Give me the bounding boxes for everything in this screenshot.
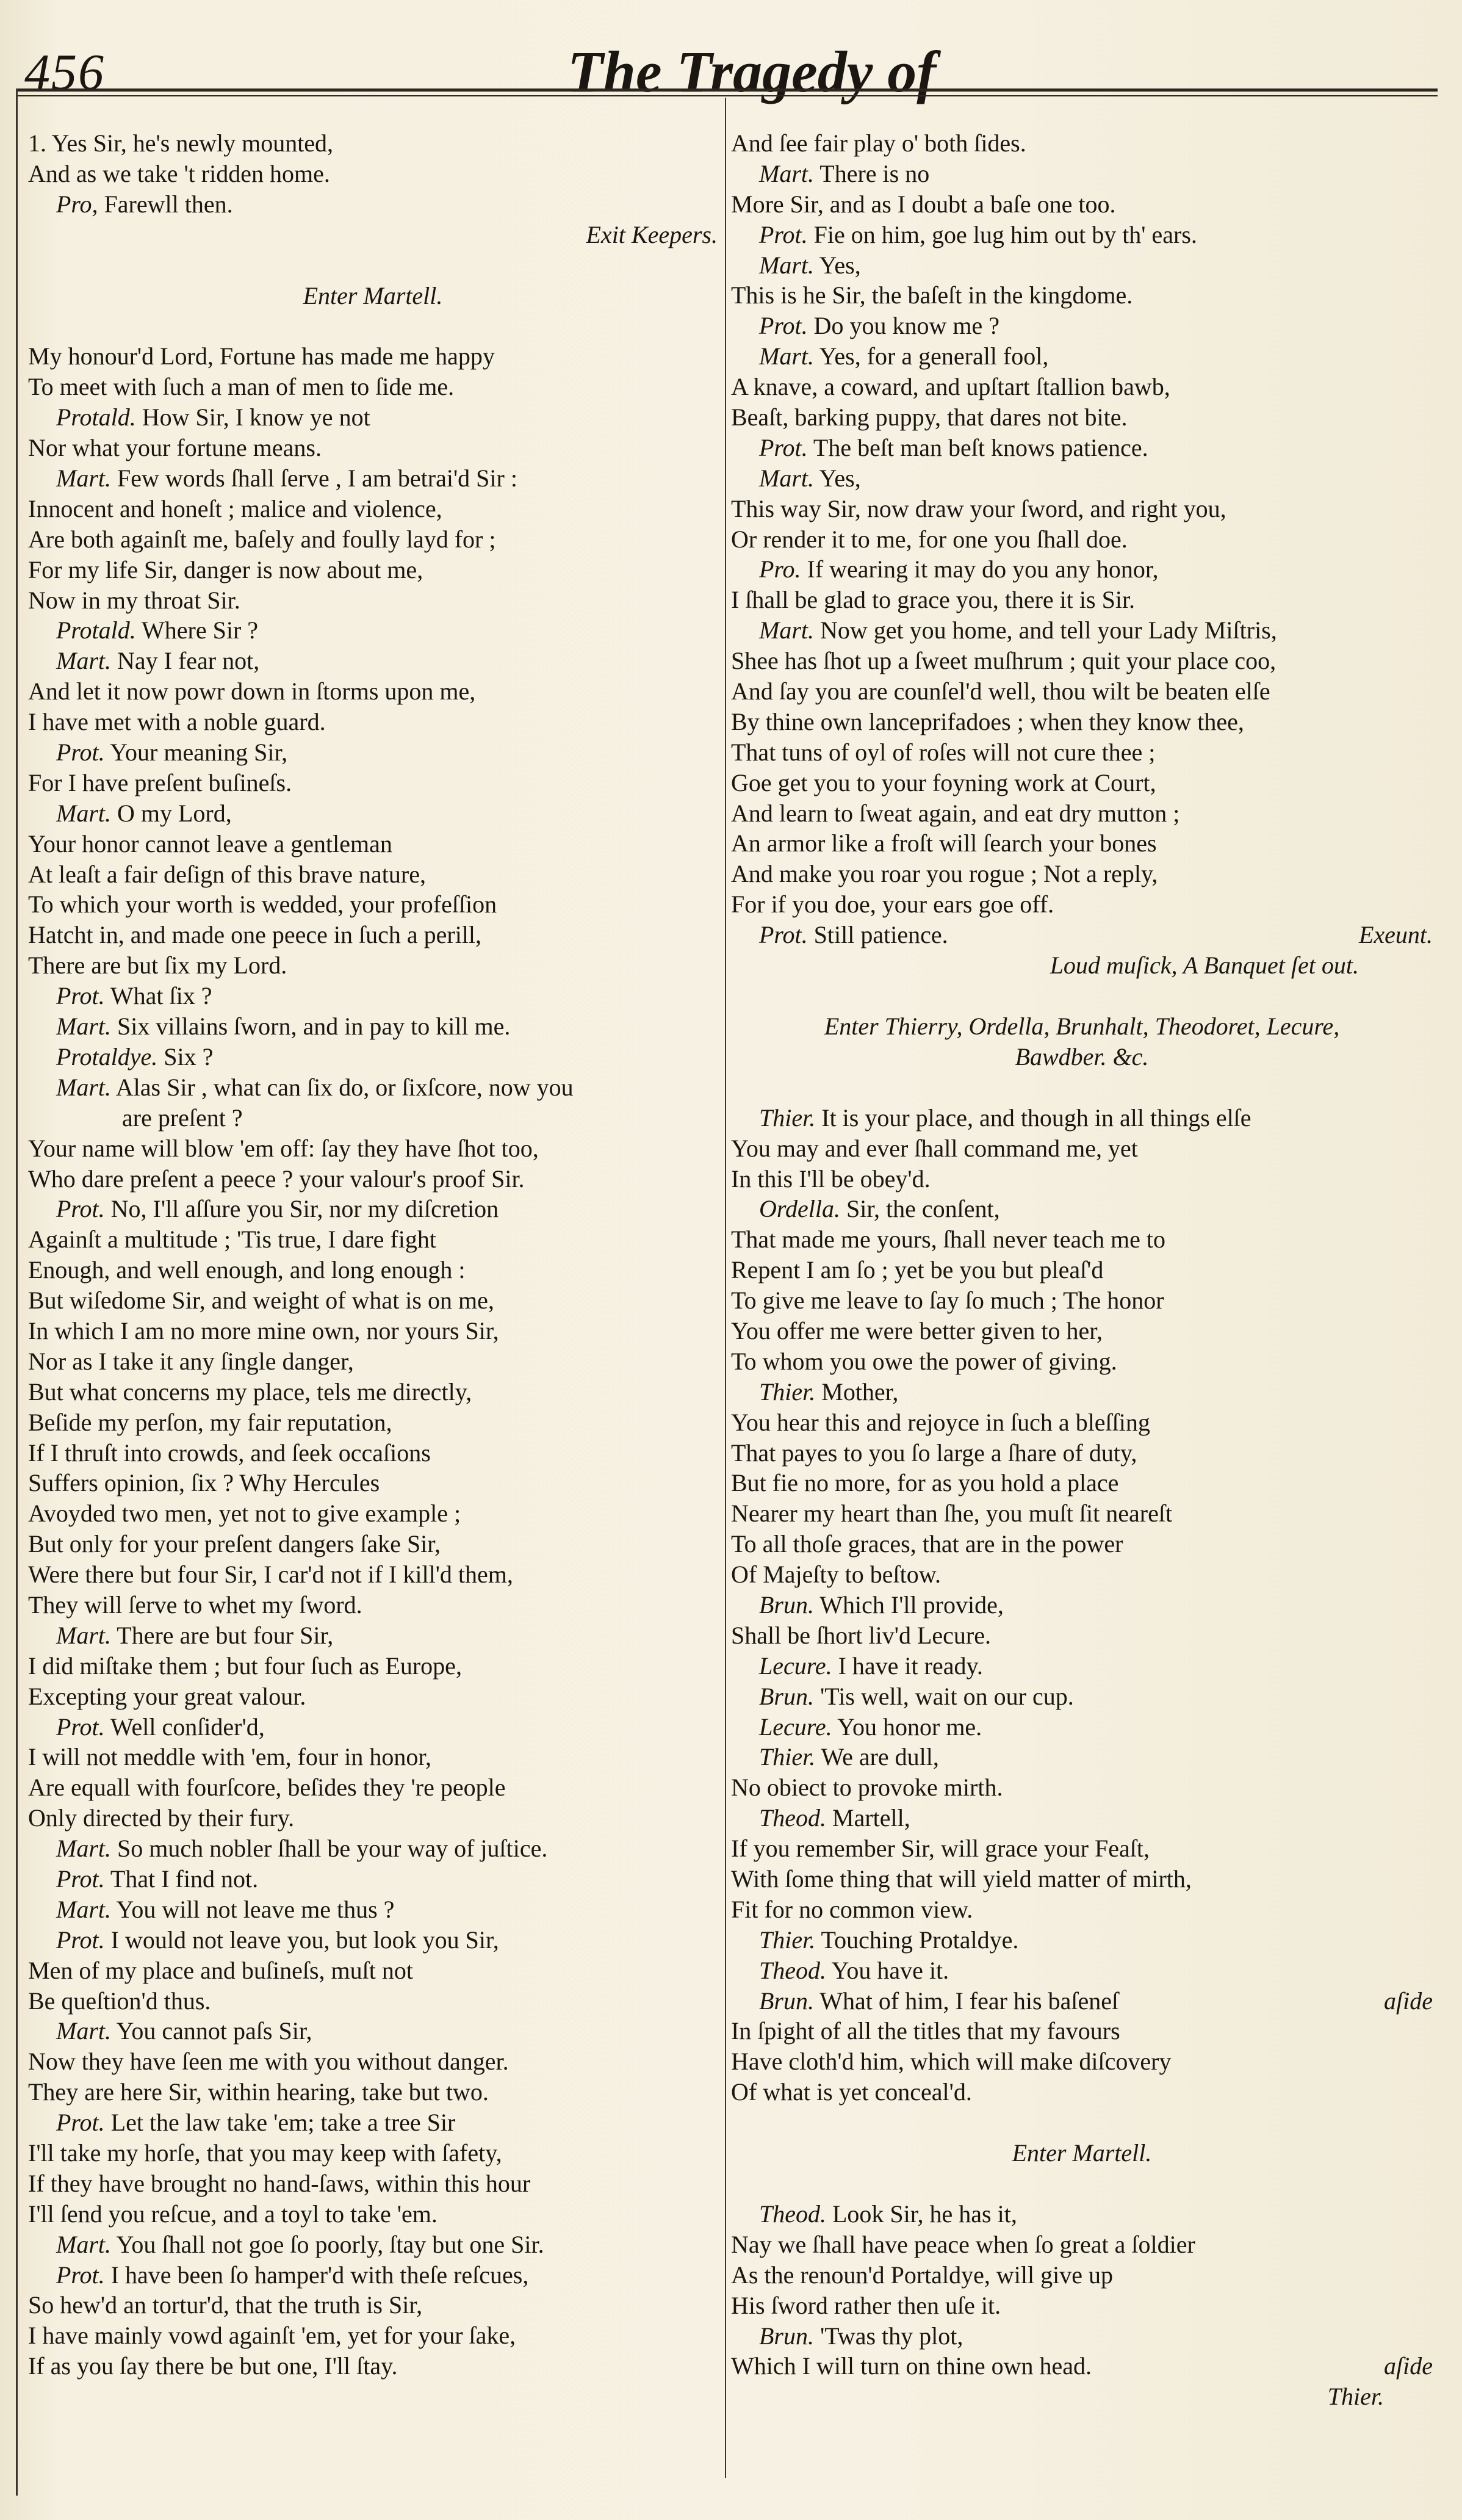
page-number: 456 <box>24 44 105 101</box>
speech-text: There is no <box>819 159 930 187</box>
left-margin-rule <box>16 88 18 2496</box>
verse-line: For if you doe, your ears goe off. <box>731 890 1054 919</box>
speaker-name: Thier. <box>759 1377 816 1406</box>
speech-line <box>731 920 1433 950</box>
speech-text: I have been ſo hamper'd with theſe reſcues, <box>110 2261 529 2289</box>
verse-line: If I thruſt into crowds, and ſeek occaſions <box>28 1439 431 1467</box>
speech-text: Martell, <box>832 1804 910 1832</box>
speech-text: Sir, the conſent, <box>846 1195 1000 1223</box>
speech-line <box>28 1833 718 1864</box>
speaker-name: Mart. <box>759 464 814 492</box>
verse-line: I will not meddle with 'em, four in honor, <box>28 1743 432 1771</box>
verse-line: Only directed by their fury. <box>28 1804 295 1832</box>
verse-line: And as we take 't ridden home. <box>28 159 330 187</box>
verse-line: In ſpight of all the titles that my favours <box>731 2017 1120 2045</box>
speech-text: 'Twas thy plot, <box>820 2322 963 2350</box>
speech-line <box>28 189 718 220</box>
speech-line <box>731 433 1433 463</box>
speaker-name: Brun. <box>759 2322 814 2350</box>
spacer <box>731 2168 1433 2199</box>
speech-line <box>28 1620 718 1651</box>
speaker-name: Mart. <box>56 1895 111 1923</box>
verse-line: This way Sir, now draw your ſword, and right you, <box>731 494 1226 522</box>
verse-line: Now in my throat Sir. <box>28 586 240 614</box>
verse-line: No obiect to provoke mirth. <box>731 1774 1003 1802</box>
speech-line <box>28 1864 718 1894</box>
speech-text: I have it ready. <box>838 1652 983 1680</box>
verse-line: Who dare preſent a peece ? your valour's proof Sir. <box>28 1164 525 1193</box>
verse-line: Of what is yet conceal'd. <box>731 2078 972 2106</box>
verse-line: Innocent and honeſt ; malice and violence, <box>28 494 442 522</box>
speech-line <box>731 2199 1433 2229</box>
speech-line <box>28 1894 718 1925</box>
speech-text: Well conſider'd, <box>110 1713 265 1741</box>
running-title: The Tragedy of <box>567 39 937 104</box>
speaker-name: Mart. <box>56 2017 111 2045</box>
aside-direction: aſide <box>1384 2352 1433 2380</box>
verse-line: And ſee fair play o' both ſides. <box>731 129 1026 157</box>
verse-line: Are both againſt me, baſely and foully layd for ; <box>28 525 496 553</box>
speech-text: Touching Protaldye. <box>821 1926 1019 1954</box>
page-header <box>0 24 1462 104</box>
verse-line: And learn to ſweat again, and eat dry mutton ; <box>731 799 1180 827</box>
verse-line: Now they have ſeen me with you without danger. <box>28 2048 509 2076</box>
speaker-name: Mart. <box>56 1621 111 1649</box>
verse-line: Shall be ſhort liv'd Lecure. <box>731 1621 991 1649</box>
speech-line <box>731 1194 1433 1224</box>
verse-line: More Sir, and as I doubt a baſe one too. <box>731 190 1116 218</box>
verse-line: 1. Yes Sir, he's newly mounted, <box>28 129 334 157</box>
speaker-name: Protald. <box>56 403 136 431</box>
stage-direction: Enter Martell. <box>303 281 443 309</box>
verse-line: Repent I am ſo ; yet be you but pleaſ'd <box>731 1256 1104 1284</box>
speech-line <box>731 1986 1433 2016</box>
speaker-name: Lecure. <box>759 1713 832 1741</box>
speaker-name: Protald. <box>56 616 136 644</box>
verse-line: But what concerns my place, tels me directly, <box>28 1377 472 1406</box>
speaker-name: Pro, <box>56 190 98 218</box>
speech-text: How Sir, I know ye not <box>142 403 370 431</box>
speech-line <box>731 1590 1433 1620</box>
verse-line: You may and ever ſhall command me, yet <box>731 1134 1138 1162</box>
speaker-name: Prot. <box>56 982 105 1010</box>
speech-line <box>731 1803 1433 1833</box>
speech-text: What ſix ? <box>110 982 212 1010</box>
speaker-name: Mart. <box>56 464 111 493</box>
verse-line: An armor like a froſt will ſearch your bones <box>731 829 1157 857</box>
speech-line <box>28 981 718 1011</box>
speaker-name: Prot. <box>56 2109 105 2137</box>
speech-text: Yes, <box>819 464 861 492</box>
verse-line: I did miſtake them ; but four ſuch as Europe, <box>28 1652 462 1680</box>
speech-text: It is your place, and though in all things elſe <box>821 1103 1251 1132</box>
verse-line: They will ſerve to whet my ſword. <box>28 1590 362 1619</box>
speech-line <box>28 2229 718 2260</box>
speech-line <box>28 1042 718 1072</box>
speech-line <box>28 2260 718 2291</box>
speaker-name: Prot. <box>56 1713 105 1741</box>
speech-line <box>28 737 718 768</box>
header-rule <box>17 88 1438 92</box>
verse-line: I have mainly vowd againſt 'em, yet for your ſake, <box>28 2322 516 2350</box>
verse-line: By thine own lanceprifadoes ; when they know thee, <box>731 707 1244 735</box>
verse-line: But only for your preſent dangers ſake Sir, <box>28 1530 441 1558</box>
verse-line: Shee has ſhot up a ſweet muſhrum ; quit your place coo, <box>731 647 1277 675</box>
stage-direction: Thier. <box>1327 2383 1385 2411</box>
verse-line: For my life Sir, danger is now about me, <box>28 555 423 583</box>
speech-text: Let the law take 'em; take a tree Sir <box>110 2109 456 2137</box>
speaker-name: Theod. <box>759 2200 826 2228</box>
aside-direction: Exeunt. <box>1358 921 1433 949</box>
speech-text: Which I'll provide, <box>819 1590 1004 1619</box>
verse-line: I'll take my horſe, that you may keep with ſafety, <box>28 2139 502 2167</box>
speaker-name: Prot. <box>759 921 808 949</box>
verse-line: In this I'll be obey'd. <box>731 1164 931 1193</box>
speech-text: Do you know me ? <box>813 312 1000 340</box>
spacer <box>731 981 1433 1011</box>
speech-line <box>731 250 1433 281</box>
verse-line: But wiſedome Sir, and weight of what is on me, <box>28 1287 494 1315</box>
verse-line: Hatcht in, and made one peece in ſuch a perill, <box>28 921 482 949</box>
verse-line: There are but ſix my Lord. <box>28 951 287 980</box>
verse-line: Beſide my perſon, my fair reputation, <box>28 1408 392 1436</box>
speech-line <box>731 159 1433 189</box>
verse-line: A knave, a coward, and upſtart ſtallion bawb, <box>731 373 1170 401</box>
speech-line <box>731 1742 1433 1772</box>
speaker-name: Prot. <box>56 2261 105 2289</box>
verse-line: Againſt a multitude ; 'Tis true, I dare fight <box>28 1226 436 1254</box>
speech-text: Which I will turn on thine own head. <box>731 2352 1092 2380</box>
verse-line: For I have preſent buſineſs. <box>28 768 292 796</box>
speech-text: If wearing it may do you any honor, <box>807 555 1159 583</box>
verse-line: And make you roar you rogue ; Not a reply, <box>731 860 1158 888</box>
speech-text: Look Sir, he has it, <box>832 2200 1017 2228</box>
speech-text: 'Tis well, wait on our cup. <box>820 1682 1074 1710</box>
speech-text: Few words ſhall ſerve , I am betrai'd Sir : <box>117 464 517 493</box>
speech-text: We are dull, <box>821 1743 939 1771</box>
speech-text: Now get you home, and tell your Lady Miſtris, <box>820 616 1277 644</box>
verse-line: If they have brought no hand-ſaws, within this hour <box>28 2169 531 2197</box>
header-rule-thin <box>17 95 1438 96</box>
speech-line <box>731 2321 1433 2352</box>
speech-line <box>28 463 718 494</box>
speech-line <box>731 341 1433 372</box>
verse-line: And let it now powr down in ſtorms upon me, <box>28 677 476 706</box>
verse-line: Of Majeſty to beſtow. <box>731 1561 942 1589</box>
verse-line: If as you ſay there be but one, I'll ſtay. <box>28 2352 398 2380</box>
verse-line: This is he Sir, the baſeſt in the kingdome. <box>731 281 1133 309</box>
speaker-name: Thier. <box>759 1103 816 1132</box>
speech-text: Mother, <box>821 1377 899 1406</box>
verse-line: That made me yours, ſhall never teach me to <box>731 1226 1165 1254</box>
stage-direction: Bawdber. &c. <box>1015 1042 1149 1070</box>
speech-line <box>731 554 1433 585</box>
speech-text: Six villains ſworn, and in pay to kill me. <box>117 1013 511 1041</box>
speaker-name: Brun. <box>759 1590 814 1619</box>
verse-line: To give me leave to ſay ſo much ; The honor <box>731 1287 1164 1315</box>
speaker-name: Ordella. <box>759 1195 840 1223</box>
speaker-name: Mart. <box>56 1835 111 1863</box>
speaker-name: Theod. <box>759 1956 826 1984</box>
speech-text: I would not leave you, but look you Sir, <box>110 1926 499 1954</box>
verse-line: I have met with a noble guard. <box>28 708 326 736</box>
verse-line: Be queſtion'd thus. <box>28 1987 211 2015</box>
verse-line: Nor what your fortune means. <box>28 434 322 462</box>
verse-line: You hear this and rejoyce in ſuch a bleſſing <box>731 1408 1150 1436</box>
speech-text: Yes, for a generall fool, <box>819 342 1049 370</box>
speaker-name: Brun. <box>759 1682 814 1710</box>
speaker-name: Theod. <box>759 1804 826 1832</box>
speech-text: You ſhall not goe ſo poorly, ſtay but one Sir. <box>116 2230 544 2258</box>
speech-text: You will not leave me thus ? <box>116 1895 395 1923</box>
verse-line: I ſhall be glad to grace you, there it is Sir. <box>731 586 1136 614</box>
speaker-name: Prot. <box>759 433 808 461</box>
speech-text: Six ? <box>164 1042 214 1070</box>
speech-line <box>731 220 1433 250</box>
verse-line: Beaſt, barking puppy, that dares not bite. <box>731 403 1128 431</box>
speech-line <box>28 798 718 829</box>
speech-line <box>731 1712 1433 1742</box>
speech-text: Alas Sir , what can ſix do, or ſixſcore, now you <box>115 1073 574 1101</box>
verse-line: Nearer my heart than ſhe, you muſt ſit neareſt <box>731 1500 1173 1528</box>
speaker-name: Prot. <box>56 1195 105 1223</box>
speech-line <box>731 311 1433 341</box>
speech-line <box>731 1955 1433 1986</box>
speaker-name: Prot. <box>759 220 808 248</box>
verse-line: are preſent ? <box>122 1103 243 1132</box>
speech-line <box>28 1011 718 1042</box>
speech-text: Still patience. <box>813 921 948 949</box>
speaker-name: Mart. <box>759 251 814 279</box>
verse-line: My honour'd Lord, Fortune has made me happy <box>28 342 495 370</box>
verse-line: With ſome thing that will yield matter of mirth, <box>731 1865 1192 1893</box>
speech-line <box>731 1925 1433 1955</box>
speech-line <box>28 1925 718 1955</box>
speech-text: O my Lord, <box>117 799 232 827</box>
verse-line: Nay we ſhall have peace when ſo great a ſoldier <box>731 2230 1195 2258</box>
speaker-name: Mart. <box>56 1013 111 1041</box>
verse-line: That payes to you ſo large a ſhare of duty, <box>731 1439 1137 1467</box>
speaker-name: Prot. <box>56 1926 105 1954</box>
speech-line <box>731 1681 1433 1712</box>
column-divider <box>725 98 726 2478</box>
speech-line <box>28 2107 718 2138</box>
verse-line: As the renoun'd Portaldye, will give up <box>731 2261 1113 2289</box>
speaker-name: Prot. <box>56 1865 105 1893</box>
verse-line: In which I am no more mine own, nor yours Sir, <box>28 1316 499 1345</box>
speaker-name: Mart. <box>759 159 814 187</box>
verse-line: Men of my place and buſineſs, muſt not <box>28 1956 413 1984</box>
speaker-name: Mart. <box>56 2230 111 2258</box>
verse-line: I'll ſend you reſcue, and a toyl to take 'em. <box>28 2200 438 2228</box>
verse-line: His ſword rather then uſe it. <box>731 2291 1001 2319</box>
verse-line: To which your worth is wedded, your profeſſion <box>28 890 497 919</box>
speech-text: You have it. <box>831 1956 949 1984</box>
verse-line: Enough, and well enough, and long enough : <box>28 1256 466 1284</box>
verse-line: So hew'd an tortur'd, that the truth is Sir, <box>28 2291 423 2319</box>
speech-line <box>731 1377 1433 1407</box>
spacer <box>731 2107 1433 2138</box>
speech-line <box>28 1072 718 1103</box>
verse-line: Are equall with fourſcore, beſides they 're people <box>28 1774 506 1802</box>
speech-line <box>731 1651 1433 1681</box>
speech-text: There are but four Sir, <box>117 1621 334 1649</box>
speech-line <box>731 615 1433 646</box>
speech-text: That I find not. <box>110 1865 259 1893</box>
verse-line: Goe get you to your foyning work at Court, <box>731 768 1156 796</box>
speech-text: You honor me. <box>837 1713 982 1741</box>
verse-line: Excepting your great valour. <box>28 1682 306 1710</box>
speech-text: Fie on him, goe lug him out by th' ears. <box>813 220 1197 248</box>
verse-line: That tuns of oyl of roſes will not cure thee ; <box>731 738 1156 766</box>
verse-line: Or render it to me, for one you ſhall doe. <box>731 525 1128 553</box>
verse-line: At leaſt a fair deſign of this brave nature, <box>28 860 426 888</box>
speech-line <box>28 1712 718 1742</box>
aside-direction: aſide <box>1384 1987 1433 2015</box>
speech-line <box>731 1103 1433 1133</box>
speaker-name: Lecure. <box>759 1652 832 1680</box>
speech-text: Your meaning Sir, <box>110 738 288 767</box>
speech-text: You cannot paſs Sir, <box>116 2017 312 2045</box>
speaker-name: Prot. <box>759 312 808 340</box>
speaker-name: Mart. <box>56 799 111 827</box>
speech-line <box>28 402 718 433</box>
spacer <box>28 250 718 281</box>
speech-line <box>731 463 1433 494</box>
verse-line: But fie no more, for as you hold a place <box>731 1469 1119 1497</box>
speaker-name: Mart. <box>759 342 814 370</box>
speech-line <box>28 2016 718 2046</box>
verse-line: Suffers opinion, ſix ? Why Hercules <box>28 1469 380 1497</box>
stage-direction: Loud muſick, A Banquet ſet out. <box>1050 951 1359 980</box>
speaker-name: Brun. <box>759 1987 814 2015</box>
left-column <box>28 128 718 2381</box>
verse-line: You offer me were better given to her, <box>731 1316 1103 1345</box>
verse-line: Avoyded two men, yet not to give example ; <box>28 1500 461 1528</box>
speaker-name: Mart. <box>56 1073 111 1101</box>
speaker-name: Protaldye. <box>56 1042 158 1070</box>
stage-direction: Enter Thierry, Ordella, Brunhalt, Theodoret, Lecure, <box>824 1012 1340 1040</box>
right-column <box>731 128 1433 2412</box>
speech-text: Yes, <box>819 251 861 279</box>
verse-line: To all thoſe graces, that are in the power <box>731 1530 1123 1558</box>
stage-direction: Exit Keepers. <box>586 220 718 248</box>
spacer <box>731 1072 1433 1103</box>
verse-line: To whom you owe the power of giving. <box>731 1347 1117 1375</box>
speaker-name: Thier. <box>759 1926 816 1954</box>
speaker-name: Pro. <box>759 555 801 583</box>
speech-text: Where Sir ? <box>142 616 259 644</box>
speech-text: No, I'll aſſure you Sir, nor my diſcretion <box>110 1195 499 1223</box>
speaker-name: Mart. <box>56 647 111 675</box>
verse-line: Your name will blow 'em off: ſay they have ſhot too, <box>28 1134 539 1162</box>
speech-line <box>731 2351 1433 2381</box>
speech-line <box>28 615 718 646</box>
speech-line <box>28 646 718 676</box>
verse-line: They are here Sir, within hearing, take but two. <box>28 2078 489 2106</box>
speech-text: Nay I fear not, <box>117 647 260 675</box>
speaker-name: Prot. <box>56 738 105 767</box>
speech-text: Farewll then. <box>104 190 233 218</box>
speech-text: What of him, I fear his baſeneſ <box>819 1987 1119 2015</box>
verse-line: And ſay you are counſel'd well, thou wilt be beaten elſe <box>731 677 1270 706</box>
speaker-name: Mart. <box>759 616 814 644</box>
verse-line: Your honor cannot leave a gentleman <box>28 829 392 857</box>
speech-text: The beſt man beſt knows patience. <box>813 433 1148 461</box>
stage-direction: Enter Martell. <box>1012 2139 1152 2167</box>
speech-line <box>28 1194 718 1224</box>
speech-text: So much nobler ſhall be your way of juſtice. <box>117 1835 548 1863</box>
verse-line: Were there but four Sir, I car'd not if I kill'd them, <box>28 1561 513 1589</box>
verse-line: Fit for no common view. <box>731 1895 973 1923</box>
verse-line: If you remember Sir, will grace your Feaſt, <box>731 1835 1150 1863</box>
speaker-name: Thier. <box>759 1743 816 1771</box>
verse-line: Nor as I take it any ſingle danger, <box>28 1347 354 1375</box>
verse-line: To meet with ſuch a man of men to ſide me. <box>28 373 455 401</box>
verse-line: Have cloth'd him, which will make diſcovery <box>731 2048 1172 2076</box>
spacer <box>28 311 718 341</box>
